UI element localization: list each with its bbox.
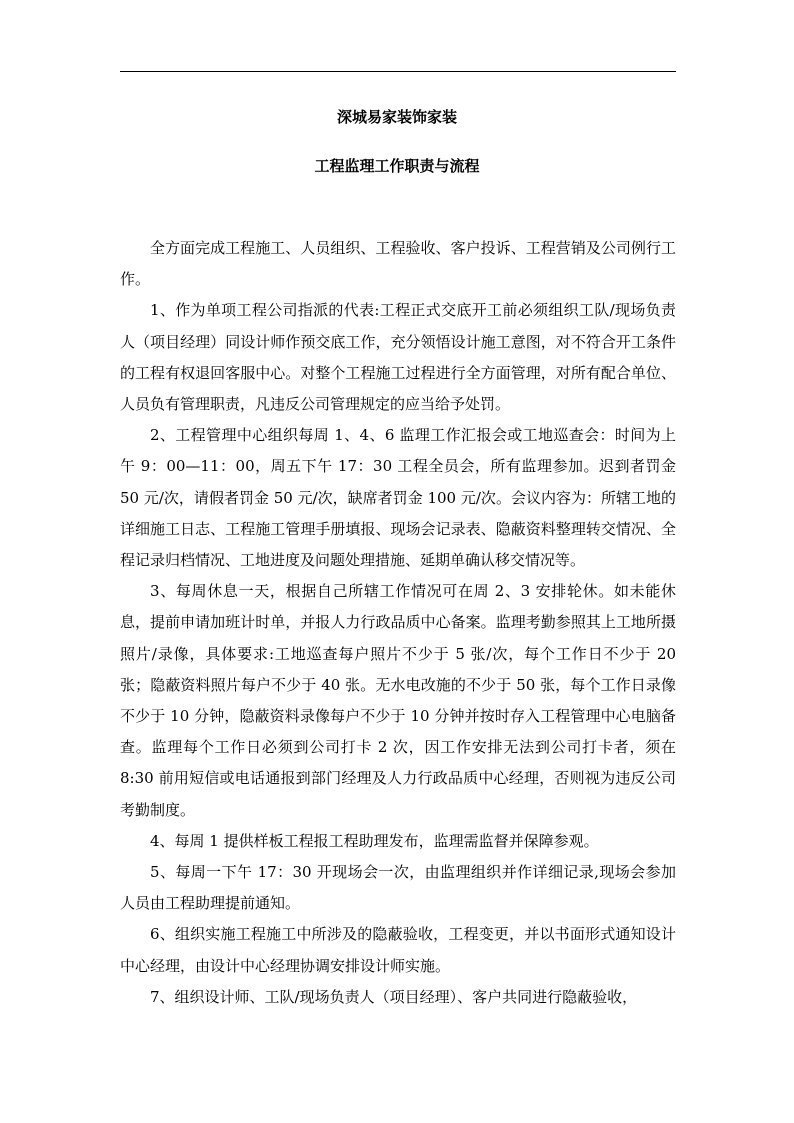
paragraph-item-7: 7、组织设计师、工队/现场负责人（项目经理）、客户共同进行隐蔽验收， — [150, 987, 638, 1006]
paragraph-intro: 全方面完成工程施工、人员组织、工程验收、客户投诉、工程营销及公司例行工作。 — [120, 239, 676, 289]
document-body — [120, 233, 692, 1013]
paragraph-item-6: 6、组织实施工程施工中所涉及的隐蔽验收，工程变更，并以书面形式通知设计中心经理，由设计中心经理协调安排设计师实施。 — [120, 925, 676, 975]
company-name: 深城易家装饰家装 — [336, 108, 457, 126]
paragraph-item-2: 2、工程管理中心组织每周 1、4、6 监理工作汇报会或工地巡查会：时间为上午 9：00—11：00，周五下午 17：30 工程全员会，所有监理参加。迟到者罚金 50 元/次，请假者罚金 50 元/次，缺席者罚金 100 元/次。会议内容为：所辖工地的详细施工日志、工程施工管理手册填报、现场会记录表、隐蔽资料整理转交情况、全程记录归档情况、工地进度及问题处理措施、延期单确认移交情况等。 — [120, 426, 676, 570]
paragraph-item-5: 5、每周一下午 17：30 开现场会一次，由监理组织并作详细记录,现场会参加人员由工程助理提前通知。 — [120, 863, 676, 913]
paragraph-item-3: 3、每周休息一天，根据自己所辖工作情况可在周 2、3 安排轮休。如未能休息，提前申请加班计时单，并报人力行政品质中心备案。监理考勤参照其上工地所摄照片/录像，具体要求:工地巡查每户照片不少于 5 张/次，每个工作日不少于 20 张；隐蔽资料照片每户不少于 40 张。无水电改施的不少于 50 张，每个工作日录像不少于 10 分钟，隐蔽资料录像每户不少于 10 分钟并按时存入工程管理中心电脑备查。监理每个工作日必须到公司打卡 2 次，因工作安排无法到公司打卡者，须在 8:30 前用短信或电话通报到部门经理及人力行政品质中心经理，否则视为违反公司考勤制度。 — [120, 582, 676, 819]
header-rule — [120, 71, 676, 72]
paragraph-item-4: 4、每周 1 提供样板工程报工程助理发布，监理需监督并保障参观。 — [150, 831, 599, 850]
paragraph-item-1: 1、作为单项工程公司指派的代表:工程正式交底开工前必须组织工队/现场负责 人（项目经理）同设计师作预交底工作，充分领悟设计施工意图，对不符合开工条件的工程有权退回客服中心。对整个工程施工过程进行全方面管理，对所有配合单位、人员负有管理职责，凡违反公司管理规定的应当给予处罚。 — [120, 301, 692, 414]
document-title: 工程监理工作职责与流程 — [314, 157, 480, 175]
